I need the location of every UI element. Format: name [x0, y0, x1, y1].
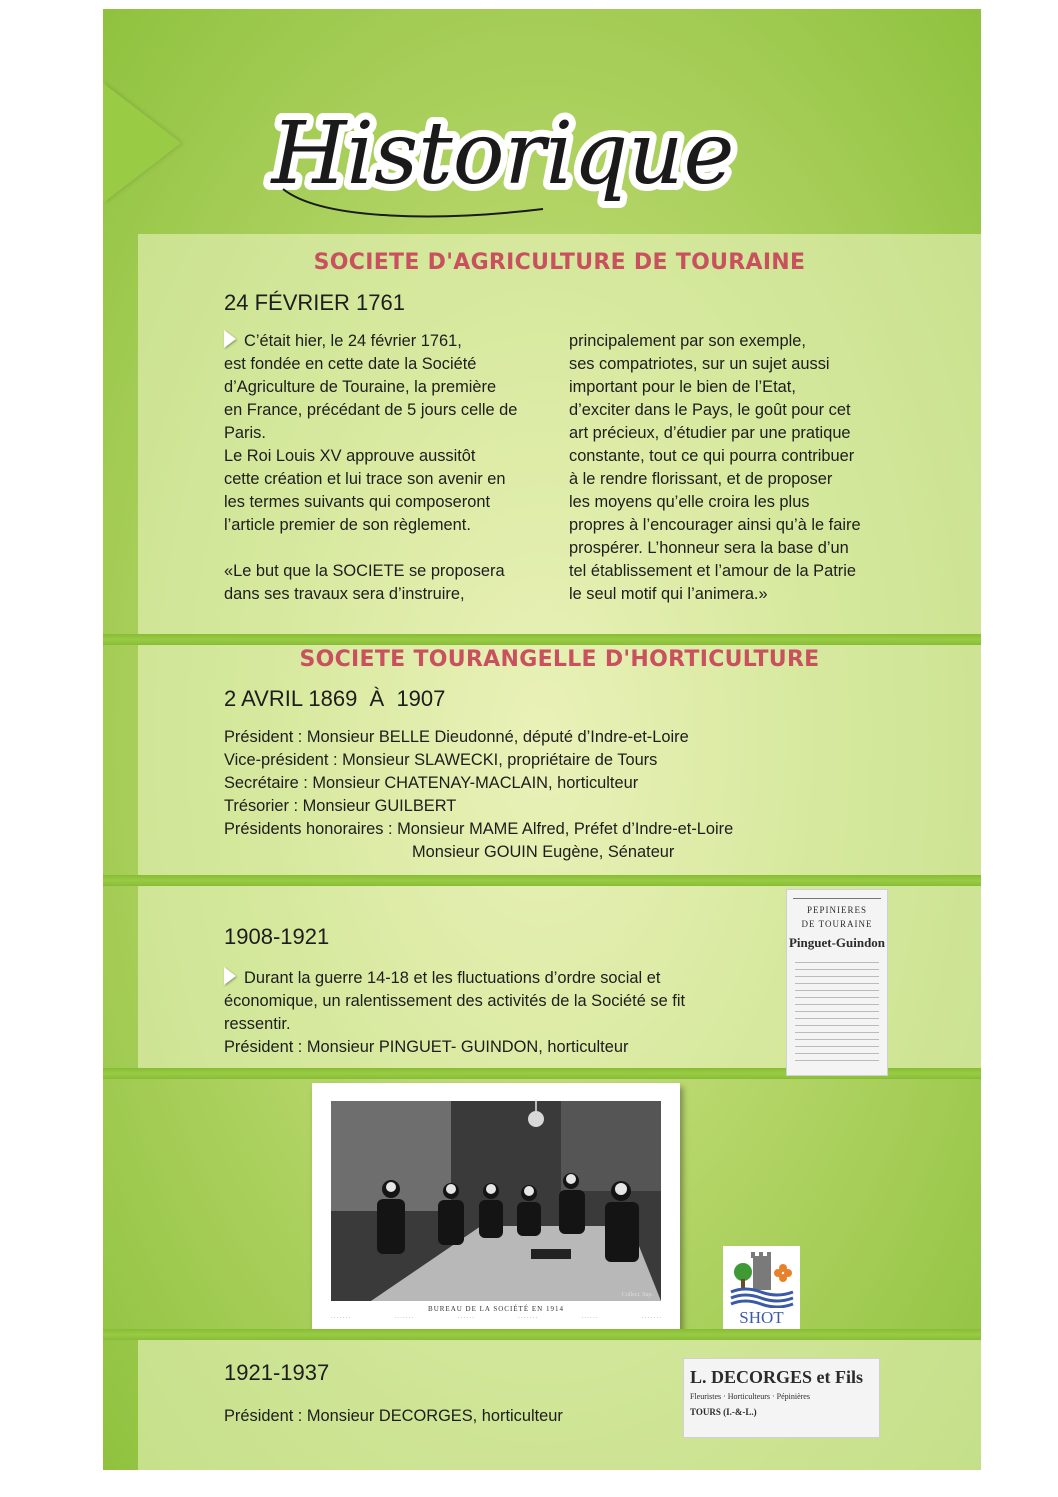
officer-row	[224, 772, 844, 795]
page-title	[243, 71, 763, 231]
decorges-line-1: L. DECORGES et Fils	[690, 1367, 864, 1387]
divider-2	[103, 875, 981, 886]
divider-4	[103, 1329, 981, 1340]
logo-emblem	[723, 1246, 800, 1308]
text-line	[224, 583, 559, 606]
divider-1	[103, 634, 981, 645]
line-text: économique, un ralentissement des activités de la Société se fit	[224, 992, 686, 1010]
line-text: propres à l’encourager ainsi qu’à le faire	[569, 516, 861, 534]
line-text: d’exciter dans le Pays, le goût pour cet	[569, 401, 851, 419]
pinguet-clipping	[786, 889, 888, 1076]
section-2-officers	[224, 726, 844, 864]
line-text: C’était hier, le 24 février 1761,	[244, 332, 462, 350]
title-text: Historique	[271, 104, 735, 204]
text-line	[569, 560, 909, 583]
officer-name: Monsieur MAME Alfred, Préfet d’Indre-et-Loire	[397, 820, 734, 838]
clipping-line-1: PEPINIERES	[806, 905, 867, 915]
logo-text: SHOT	[739, 1308, 784, 1327]
officer-row	[224, 749, 844, 772]
section-2-heading: SOCIETE TOURANGELLE D'HORTICULTURE	[299, 647, 820, 672]
text-line	[569, 330, 909, 353]
line-text: dans ses travaux sera d’instruire,	[224, 585, 465, 603]
line-text: «Le but que la SOCIETE se proposera	[224, 562, 505, 580]
decorges-line-2: Fleuristes · Horticulteurs · Pépinières	[690, 1392, 810, 1401]
clipping-print-texture	[795, 961, 879, 1061]
bullet-arrow-icon	[224, 330, 236, 348]
text-line	[569, 445, 909, 468]
title-script	[243, 71, 763, 231]
line-text: les termes suivants qui composeront	[224, 493, 491, 511]
text-line	[224, 1013, 744, 1036]
officer-role	[224, 841, 412, 864]
line-text: cette création et lui trace son avenir en	[224, 470, 506, 488]
decorges-line-3: TOURS (I.-&-L.)	[690, 1407, 757, 1417]
text-line	[224, 468, 559, 491]
line-text: constante, tout ce qui pourra contribuer	[569, 447, 855, 465]
line-text: les moyens qu’elle croira les plus	[569, 493, 810, 511]
shot-logo	[723, 1246, 800, 1330]
officer-row	[224, 841, 844, 864]
line-text: Durant la guerre 14-18 et les fluctuations d’ordre social et	[244, 969, 661, 987]
text-line	[569, 399, 909, 422]
section-1-column-2	[569, 330, 909, 606]
section-2-date: 2 AVRIL 1869 À 1907	[224, 686, 446, 711]
section-1-column-1	[224, 330, 559, 606]
text-line	[569, 353, 909, 376]
text-line	[224, 330, 559, 353]
officer-row	[224, 818, 844, 841]
officer-name: Monsieur SLAWECKI, propriétaire de Tours	[342, 751, 658, 769]
text-line	[224, 990, 744, 1013]
officer-row	[224, 726, 844, 749]
text-line	[224, 514, 559, 537]
text-line	[224, 376, 559, 399]
line-text: ressentir.	[224, 1015, 291, 1033]
line-text: d’Agriculture de Touraine, la première	[224, 378, 497, 396]
officer-name: Monsieur CHATENAY-MACLAIN, horticulteur	[312, 774, 639, 792]
section-1-date: 24 FÉVRIER 1761	[224, 290, 405, 315]
officer-role: Président :	[224, 728, 307, 746]
line-text: en France, précédant de 5 jours celle de	[224, 401, 518, 419]
section-4-text: Président : Monsieur DECORGES, horticulteur	[224, 1407, 563, 1425]
officer-role: Vice-président :	[224, 751, 343, 769]
line-text: prospérer. L’honneur sera la base d’un	[569, 539, 849, 557]
decorges-clipping	[683, 1358, 880, 1438]
line-text: art précieux, d’étudier par une pratique	[569, 424, 851, 442]
line-text: le seul motif qui l’animera.»	[569, 585, 768, 603]
historical-photo	[312, 1083, 680, 1331]
line-text: Paris.	[224, 424, 266, 442]
photo-image	[331, 1101, 661, 1301]
officer-name: Monsieur BELLE Dieudonné, député d’Indre-et-Loire	[306, 728, 689, 746]
photo-names: · · · · · · · · · · · · · · · · · · · · · · · · · · · · · · · · · · · · · · · ·	[331, 1316, 661, 1321]
officer-row	[224, 795, 844, 818]
text-line	[224, 445, 559, 468]
line-text: tel établissement et l’amour de la Patrie	[569, 562, 856, 580]
text-line	[569, 537, 909, 560]
text-line	[569, 376, 909, 399]
text-line	[569, 583, 909, 606]
section-3-date: 1908-1921	[224, 924, 330, 949]
text-line	[224, 560, 559, 583]
text-line	[224, 537, 559, 560]
text-line	[569, 422, 909, 445]
bullet-arrow-icon	[224, 967, 236, 985]
text-line	[569, 468, 909, 491]
photo-caption: BUREAU DE LA SOCIÉTÉ EN 1914	[428, 1305, 564, 1313]
officer-role: Secrétaire :	[224, 774, 313, 792]
line-text: l’article premier de son règlement.	[224, 516, 471, 534]
photo-credit: Collect. Sup.	[621, 1292, 653, 1298]
officer-role: Trésorier :	[224, 797, 303, 815]
tab-arrow	[103, 83, 181, 203]
section-3-text	[224, 967, 744, 1059]
line-text: est fondée en cette date la Société	[224, 355, 477, 373]
officer-role: Présidents honoraires :	[224, 820, 398, 838]
text-line	[569, 491, 909, 514]
section-1-heading: SOCIETE D'AGRICULTURE DE TOURAINE	[313, 250, 806, 275]
line-text: ses compatriotes, sur un sujet aussi	[569, 355, 830, 373]
text-line	[224, 967, 744, 990]
line-text: principalement par son exemple,	[569, 332, 806, 350]
poster	[103, 9, 981, 1470]
line-text: Le Roi Louis XV approuve aussitôt	[224, 447, 476, 465]
officer-name: Monsieur GOUIN Eugène, Sénateur	[412, 843, 675, 861]
text-line	[224, 1036, 744, 1059]
text-line	[224, 422, 559, 445]
clipping-line-3: Pinguet-Guindon	[788, 935, 886, 950]
text-line	[224, 353, 559, 376]
text-line	[569, 514, 909, 537]
line-text: Président : Monsieur PINGUET- GUINDON, horticulteur	[224, 1038, 629, 1056]
line-text: important pour le bien de l’Etat,	[569, 378, 796, 396]
section-4-date: 1921-1937	[224, 1360, 330, 1385]
text-line	[224, 491, 559, 514]
text-line	[224, 399, 559, 422]
clipping-line-2: DE TOURAINE	[801, 919, 873, 929]
officer-name: Monsieur GUILBERT	[302, 797, 457, 815]
line-text: à le rendre florissant, et de proposer	[569, 470, 833, 488]
